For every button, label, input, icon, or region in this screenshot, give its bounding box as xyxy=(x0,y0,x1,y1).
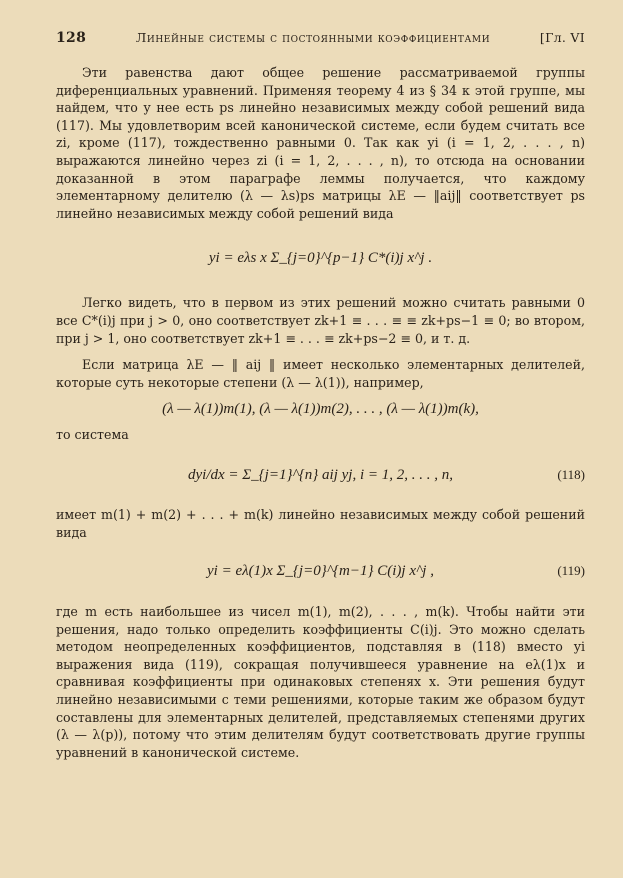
paragraph-5: имеет m(1) + m(2) + . . . + m(k) линейно независимых между собой решений вида xyxy=(56,506,585,540)
equation-number-118: (118) xyxy=(557,466,585,482)
running-header xyxy=(56,30,585,46)
paragraph-2: Легко видеть, что в первом из этих решений можно считать равными 0 все C*(i)j при j > 0, оно соответствует zk+1 ≡ . . . ≡ ≡ zk+ps−1 ≡ 0; во втором, при j > 1, оно соответствует zk+1 ≡ . . . ≡ zk+ps−2 ≡ 0, и т. д. xyxy=(56,295,585,346)
paragraph-3: Если матрица λE — ‖ aij ‖ имеет несколько элементарных делителей, которые суть некоторые степени (λ — λ(1)), например, xyxy=(56,357,585,390)
page-number: 128 xyxy=(56,30,87,46)
formula-119 xyxy=(56,543,585,599)
formula-119-body: yi = eλ(1)x Σ_{j=0}^{m−1} C(i)j x^j , xyxy=(207,563,434,580)
paragraph-6: где m есть наибольшее из чисел m(1), m(2), . . . , m(k). Чтобы найти эти решения, надо только определить коэффициенты C(i)j. Это можно сделать методом неопределенных коэффициентов, подставляя в (118) вместо yi выражения вида (119), сокращая получившееся уравнение на eλ(1)x и сравнивая коэффициенты при одинаковых степенях x. Эти решения будут линейно независимыми с теми решениями, которые таким же образом будут составлены для элементарных делителей, представляемых степенями других (λ — λ(p)), потому что этим делителям будут соответствовать другие группы уравнений в канонической системе. xyxy=(56,604,585,760)
running-title: Линейные системы с постоянными коэффициентами xyxy=(135,30,491,45)
formula-elementary-divisors: (λ — λ(1))m(1), (λ — λ(1))m(2), . . . , (λ — λ(1))m(k), xyxy=(162,401,479,418)
paragraph-4: то система xyxy=(56,427,129,443)
formula-118-body: dyi/dx = Σ_{j=1}^{n} aij yj, i = 1, 2, . . . , n, xyxy=(188,466,453,483)
equation-number-119: (119) xyxy=(557,563,585,579)
chapter-label: [Гл. VI xyxy=(539,30,585,45)
paragraph-1: Эти равенства дают общее решение рассматриваемой группы диференциальных уравнений. Применяя теорему 4 из § 34 к этой группе, мы найдем, что у нее есть ps линейно независимых между собой решений вида (117). Мы удовлетворим всей канонической системе, если будем считать все zi, кроме (117), тождественно равными 0. Так как yi (i = 1, 2, . . . , n) выражаются линейно через zi (i = 1, 2, . . . , n), то отсюда на основании доказанной в этом параграфе леммы получается, что каждому элементарному делителю (λ — λs)ps матрицы λE — ‖aij‖ соответствует ps линейно независимых между собой решений вида xyxy=(56,65,585,221)
formula-solution-form: yi = eλs x Σ_{j=0}^{p−1} C*(i)j x^j . xyxy=(208,250,433,267)
formula-118 xyxy=(56,446,585,504)
